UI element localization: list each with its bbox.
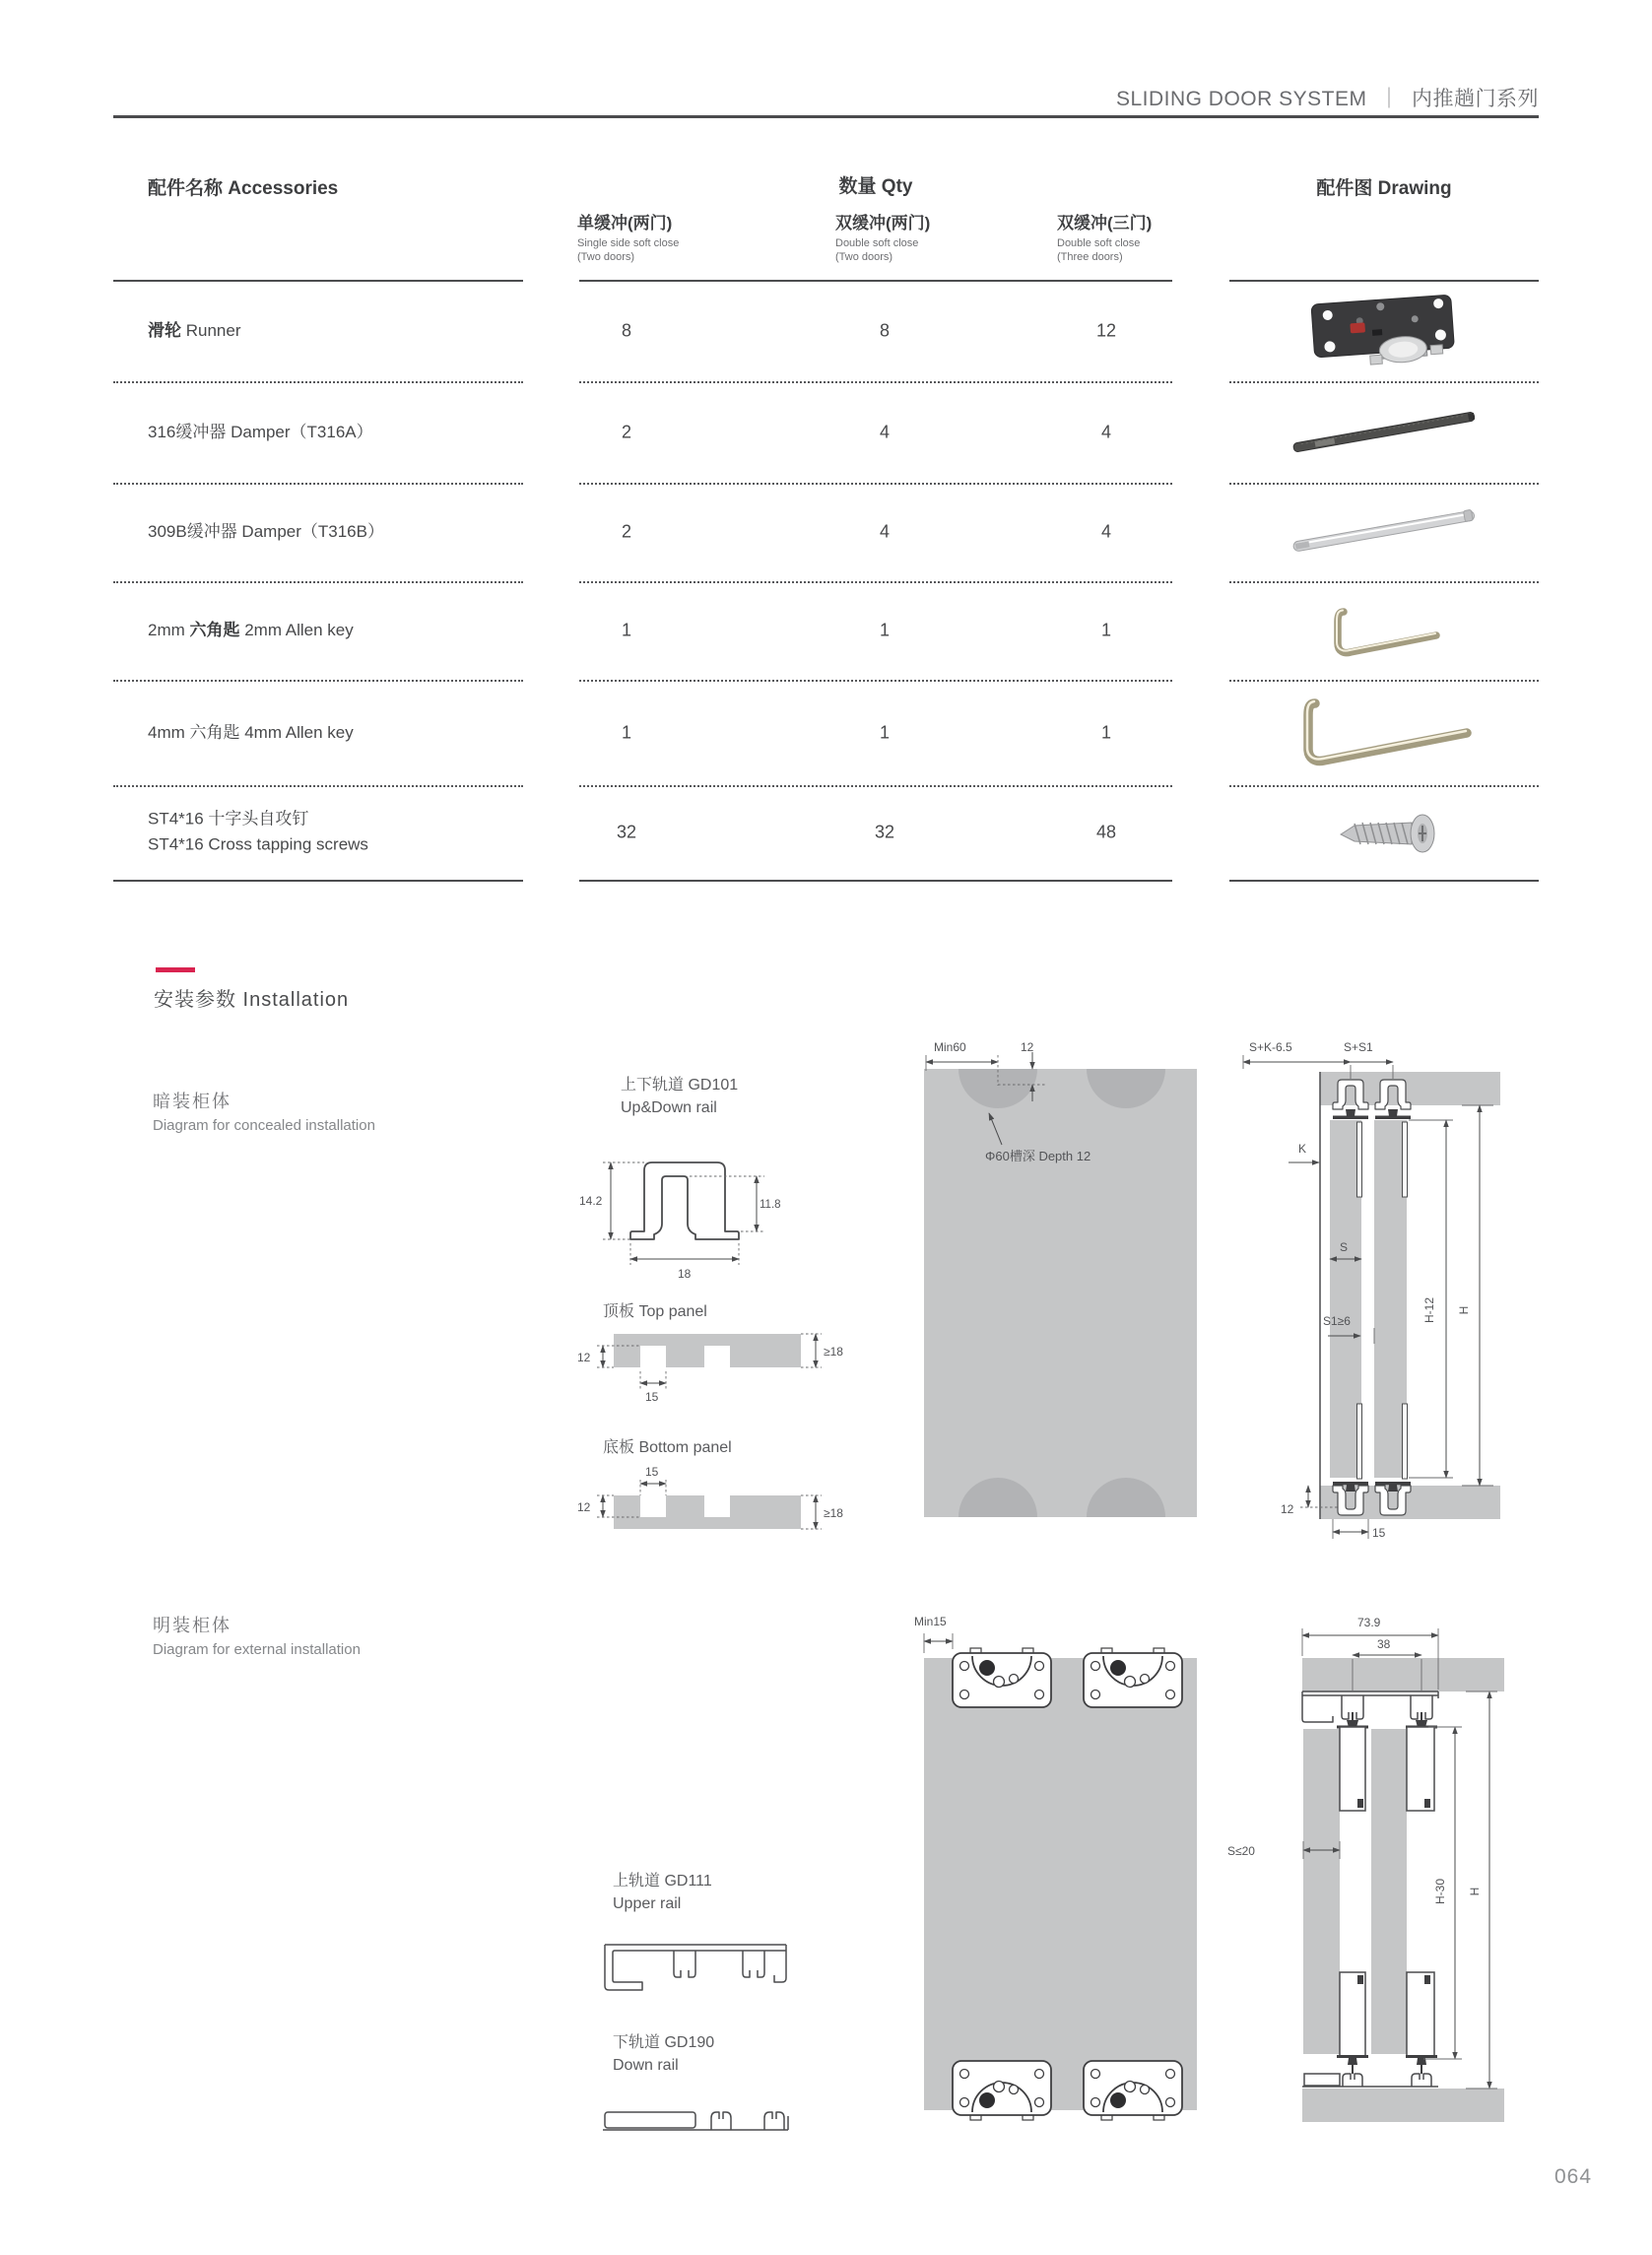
concealed-label-cn: 暗装柜体 (153, 1092, 231, 1111)
dim-label: 11.8 (760, 1199, 781, 1211)
external-plan-diagram (877, 1596, 1202, 2128)
dim-label: 15 (645, 1465, 659, 1479)
row-label: ST4*16 十字头自攻钉 ST4*16 Cross tapping screws (148, 809, 368, 854)
row-label: 2mm 六角匙 2mm Allen key (148, 620, 354, 639)
qty-value: 32 (874, 822, 895, 842)
qty-value: 1 (621, 722, 631, 742)
dim-label: 12 (577, 1351, 591, 1364)
external-label-en: Diagram for external installation (153, 1641, 361, 1658)
dim-label: H (1468, 1887, 1482, 1896)
installation-section-title: 安装参数 Installation (154, 989, 350, 1011)
qty-value: 1 (879, 722, 890, 742)
qty-header: 数量 Qty (838, 176, 913, 197)
drawing-cell (1236, 581, 1532, 680)
damper-t316b-photo (1281, 493, 1487, 571)
table-row (0, 680, 1652, 785)
qty-value: 1 (1100, 620, 1111, 640)
qty-column-header-single: 单缓冲(两门) Single side soft close (Two doors) (577, 214, 680, 264)
dim-label: 12 (577, 1500, 591, 1514)
gd190-title: 下轨道 GD190 Down rail (613, 2034, 715, 2075)
qty-value: 2 (621, 521, 631, 542)
bottom-panel-diagram (569, 1462, 855, 1541)
qty-value: 1 (1100, 722, 1111, 742)
qty-value: 4 (1100, 521, 1111, 542)
table-bottom-rule (579, 880, 1172, 882)
concealed-plan-diagram (877, 1025, 1202, 1527)
qty-column-header-double-two: 双缓冲(两门) Double soft close (Two doors) (835, 214, 931, 264)
drawing-cell (1236, 680, 1532, 785)
dim-label: H-12 (1422, 1296, 1436, 1324)
dim-label: 18 (678, 1267, 692, 1281)
screw-photo (1325, 801, 1443, 864)
gd190-profile-diagram (591, 2090, 798, 2138)
table-row (0, 381, 1652, 483)
dim-label: ≥18 (824, 1506, 843, 1520)
bottom-panel-title: 底板 Bottom panel (603, 1439, 732, 1456)
dim-label: 15 (1372, 1526, 1386, 1540)
dim-label: 12 (1281, 1502, 1294, 1516)
concealed-section-diagram (1222, 1025, 1537, 1547)
door-panel (1303, 1729, 1340, 2054)
dim-label: 73.9 (1357, 1616, 1381, 1629)
qty-value: 12 (1095, 320, 1117, 341)
qty-column-header-double-three: 双缓冲(三门) Double soft close (Three doors) (1057, 214, 1153, 264)
table-row (0, 581, 1652, 680)
dim-label: H-30 (1433, 1878, 1447, 1905)
qty-value: 48 (1095, 822, 1117, 842)
drawing-cell (1236, 483, 1532, 581)
header-title-cn: 内推趟门系列 (1412, 88, 1539, 110)
drawing-cell (1236, 281, 1532, 381)
external-label-cn: 明装柜体 (153, 1616, 231, 1635)
damper-strip (1403, 1404, 1408, 1479)
accessories-header: 配件名称 Accessories (148, 178, 339, 199)
row-label: 滑轮 Runner (148, 320, 241, 340)
qty-value: 1 (621, 620, 631, 640)
door-panel (1371, 1729, 1407, 2054)
qty-value: 32 (616, 822, 637, 842)
dim-label: 15 (645, 1390, 659, 1404)
drawing-cell (1236, 381, 1532, 483)
damper-strip (1357, 1404, 1362, 1479)
qty-value: 8 (621, 320, 631, 341)
section-accent-bar (156, 967, 195, 972)
qty-value: 1 (879, 620, 890, 640)
damper-t316a-photo (1281, 398, 1487, 467)
qty-value: 4 (1100, 422, 1111, 441)
external-section-diagram (1222, 1596, 1537, 2133)
runner-top-view (1084, 2061, 1182, 2120)
dim-label: S+S1 (1344, 1040, 1373, 1054)
dim-label: S (1340, 1240, 1349, 1254)
allen-key-2mm-photo (1310, 600, 1458, 661)
dim-label: Min15 (914, 1615, 947, 1628)
qty-value: 4 (879, 422, 890, 441)
dim-label: 38 (1377, 1637, 1391, 1651)
runner-top-view (953, 2061, 1051, 2120)
dim-label: S≤20 (1227, 1844, 1255, 1858)
header-divider: ｜ (1378, 88, 1400, 110)
top-panel-diagram (569, 1326, 855, 1405)
damper-strip (1403, 1122, 1408, 1197)
damper-unit (1407, 1727, 1434, 1811)
drawing-cell (1236, 785, 1532, 880)
dim-label: S+K-6.5 (1249, 1040, 1292, 1054)
damper-unit (1407, 1972, 1434, 2056)
gd111-profile-diagram (591, 1929, 798, 2000)
row-label: 309B缓冲器 Damper（T316B） (148, 521, 384, 541)
page-number: 064 (1554, 2165, 1593, 2188)
row-label: 316缓冲器 Damper（T316A） (148, 422, 373, 441)
header-title-en: SLIDING DOOR SYSTEM (1115, 88, 1367, 110)
runner-red-button (1350, 322, 1365, 333)
runner-top-view (1084, 1648, 1182, 1707)
top-panel-title: 顶板 Top panel (603, 1303, 707, 1320)
dim-label: ≥18 (824, 1345, 843, 1359)
table-row (0, 785, 1652, 880)
table-bottom-rule (113, 880, 523, 882)
damper-unit (1340, 1972, 1365, 2056)
drawing-header: 配件图 Drawing (1316, 178, 1452, 199)
runner-photo (1286, 290, 1483, 372)
table-row (0, 281, 1652, 381)
dim-label: 14.2 (579, 1194, 603, 1208)
qty-value: 2 (621, 422, 631, 441)
table-bottom-rule (1229, 880, 1539, 882)
groove-callout: Φ60槽深 Depth 12 (985, 1149, 1091, 1163)
dim-label: S1≥6 (1323, 1314, 1351, 1328)
damper-strip (1357, 1122, 1362, 1197)
page-header-title (1116, 83, 1539, 112)
damper-unit (1340, 1727, 1365, 1811)
gd111-title: 上轨道 GD111 Upper rail (613, 1873, 712, 1913)
dim-label: 12 (1021, 1040, 1034, 1054)
concealed-label-en: Diagram for concealed installation (153, 1117, 375, 1134)
dim-label: K (1298, 1142, 1307, 1156)
gd101-profile-diagram (579, 1133, 786, 1291)
qty-value: 4 (879, 521, 890, 542)
table-row (0, 483, 1652, 581)
dim-label: Min60 (934, 1040, 966, 1054)
header-rule (113, 115, 1539, 118)
qty-value: 8 (879, 320, 890, 341)
allen-key-4mm-photo (1284, 692, 1486, 774)
dim-label: H (1457, 1305, 1471, 1315)
gd101-title: 上下轨道 GD101 Up&Down rail (621, 1077, 739, 1117)
row-label: 4mm 六角匙 4mm Allen key (148, 722, 354, 742)
runner-top-view (953, 1648, 1051, 1707)
